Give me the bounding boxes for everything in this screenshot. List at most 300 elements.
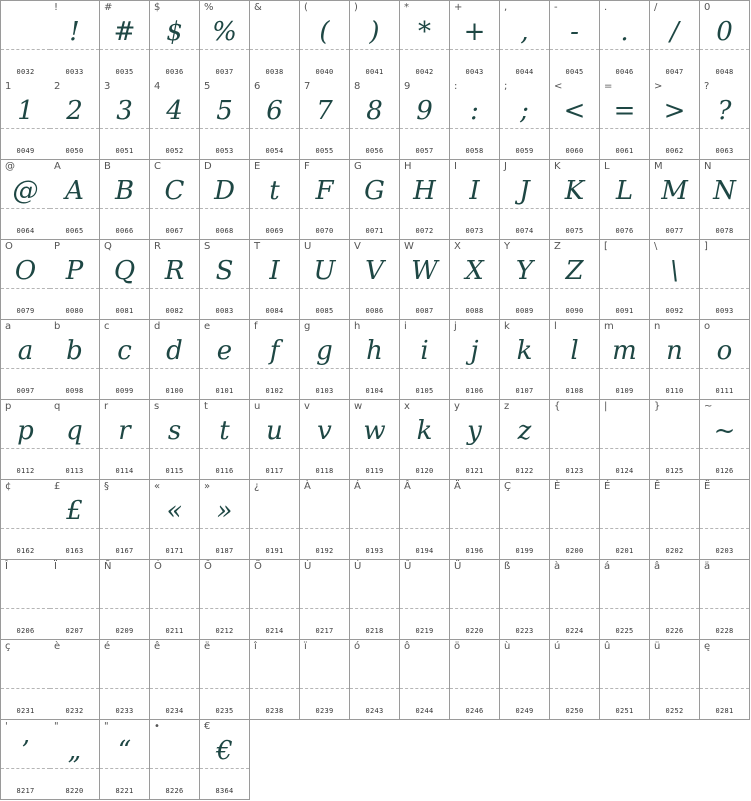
glyph-cell <box>700 80 750 160</box>
glyph-cell <box>600 320 650 400</box>
handwritten-glyph: v <box>317 416 332 446</box>
baseline-guide <box>500 49 549 50</box>
glyph-reference-char: Â <box>404 481 411 492</box>
glyph-cell <box>700 160 750 240</box>
glyph-cell <box>100 320 150 400</box>
glyph-cell <box>0 400 51 480</box>
glyph-cell <box>50 480 100 560</box>
baseline-guide <box>300 528 349 529</box>
glyph-reference-char: % <box>204 2 214 13</box>
handwritten-glyph: h <box>366 336 383 366</box>
glyph-cell <box>50 640 100 720</box>
baseline-guide <box>300 608 349 609</box>
handwritten-glyph: y <box>467 416 482 446</box>
glyph-reference-char: # <box>104 2 113 13</box>
baseline-guide <box>100 128 149 129</box>
glyph-code: 0203 <box>715 547 734 555</box>
glyph-code: 0032 <box>16 68 35 76</box>
baseline-guide <box>50 208 99 209</box>
baseline-guide <box>1 528 50 529</box>
baseline-guide <box>600 448 649 449</box>
glyph-cell <box>300 320 350 400</box>
glyph-cell <box>500 400 550 480</box>
glyph-code: 0239 <box>315 707 334 715</box>
glyph-reference-char: Ê <box>654 481 661 492</box>
glyph-cell <box>300 160 350 240</box>
glyph-reference-char: ï <box>304 641 307 652</box>
glyph-reference-char: X <box>454 241 461 252</box>
glyph-reference-char: & <box>254 2 262 13</box>
handwritten-glyph: A <box>65 176 84 206</box>
glyph-code: 0098 <box>65 387 84 395</box>
glyph-reference-char: • <box>154 721 160 732</box>
glyph-code: 0234 <box>165 707 184 715</box>
glyph-reference-char: . <box>604 2 608 13</box>
glyph-cell <box>100 0 150 81</box>
baseline-guide <box>200 608 249 609</box>
baseline-guide <box>350 608 399 609</box>
baseline-guide <box>1 208 50 209</box>
handwritten-glyph: i <box>420 336 429 366</box>
glyph-cell <box>650 640 700 720</box>
glyph-cell <box>450 160 500 240</box>
glyph-reference-char: < <box>554 81 563 92</box>
glyph-cell <box>50 400 100 480</box>
glyph-code: 8220 <box>65 787 84 795</box>
glyph-reference-char: Û <box>404 561 412 572</box>
handwritten-glyph: C <box>164 176 185 206</box>
glyph-code: 0062 <box>665 147 684 155</box>
baseline-guide <box>50 288 99 289</box>
baseline-guide <box>700 688 749 689</box>
glyph-reference-char: $ <box>154 2 161 13</box>
glyph-cell <box>450 480 500 560</box>
glyph-cell <box>650 560 700 640</box>
baseline-guide <box>1 49 50 50</box>
baseline-guide <box>700 128 749 129</box>
glyph-reference-char: c <box>104 321 110 332</box>
baseline-guide <box>100 688 149 689</box>
baseline-guide <box>650 368 699 369</box>
glyph-code: 0040 <box>315 68 334 76</box>
handwritten-glyph: j <box>470 336 479 366</box>
handwritten-glyph: * <box>418 17 431 47</box>
glyph-cell <box>350 400 400 480</box>
baseline-guide <box>100 448 149 449</box>
glyph-cell <box>600 560 650 640</box>
baseline-guide <box>500 288 549 289</box>
glyph-reference-char: F <box>304 161 310 172</box>
glyph-code: 0046 <box>615 68 634 76</box>
glyph-cell <box>50 720 100 800</box>
glyph-cell <box>50 320 100 400</box>
glyph-cell <box>200 720 250 800</box>
handwritten-glyph: O <box>14 256 37 286</box>
handwritten-glyph: 1 <box>17 96 34 126</box>
glyph-reference-char: Ö <box>254 561 262 572</box>
handwritten-glyph: J <box>519 176 530 206</box>
handwritten-glyph: @ <box>12 176 39 206</box>
glyph-cell <box>400 480 450 560</box>
handwritten-glyph: c <box>117 336 132 366</box>
glyph-cell <box>600 400 650 480</box>
glyph-code: 0057 <box>415 147 434 155</box>
handwritten-glyph: u <box>266 416 283 446</box>
glyph-reference-char: È <box>554 481 561 492</box>
baseline-guide <box>450 448 499 449</box>
glyph-cell <box>450 80 500 160</box>
baseline-guide <box>600 288 649 289</box>
baseline-guide <box>550 608 599 609</box>
handwritten-glyph: , <box>520 17 529 47</box>
glyph-reference-char: « <box>154 481 161 492</box>
glyph-code: 0035 <box>115 68 134 76</box>
handwritten-glyph: Y <box>515 256 534 286</box>
baseline-guide <box>100 608 149 609</box>
baseline-guide <box>100 768 149 769</box>
glyph-cell <box>500 160 550 240</box>
baseline-guide <box>150 368 199 369</box>
glyph-cell <box>150 80 200 160</box>
glyph-cell <box>550 80 600 160</box>
glyph-reference-char: w <box>354 401 363 412</box>
glyph-reference-char: û <box>604 641 611 652</box>
baseline-guide <box>550 448 599 449</box>
baseline-guide <box>150 448 199 449</box>
glyph-cell <box>50 0 100 81</box>
glyph-code: 0218 <box>365 627 384 635</box>
glyph-code: 0084 <box>265 307 284 315</box>
handwritten-glyph: G <box>364 176 385 206</box>
glyph-reference-char: 6 <box>254 81 261 92</box>
glyph-reference-char: I <box>454 161 457 172</box>
glyph-reference-char: r <box>104 401 109 412</box>
baseline-guide <box>600 208 649 209</box>
baseline-guide <box>150 528 199 529</box>
glyph-code: 0106 <box>465 387 484 395</box>
glyph-reference-char: T <box>254 241 261 252</box>
glyph-reference-char: @ <box>5 161 15 172</box>
glyph-reference-char: ô <box>404 641 411 652</box>
handwritten-glyph: » <box>216 496 233 526</box>
baseline-guide <box>150 288 199 289</box>
glyph-cell <box>250 0 300 81</box>
glyph-code: 0075 <box>565 227 584 235</box>
glyph-cell <box>0 0 51 81</box>
glyph-cell <box>500 560 550 640</box>
glyph-code: 0223 <box>515 627 534 635</box>
glyph-reference-char: ; <box>504 81 508 92</box>
glyph-code: 0167 <box>115 547 134 555</box>
glyph-reference-char: î <box>254 641 257 652</box>
glyph-cell <box>100 160 150 240</box>
baseline-guide <box>250 288 299 289</box>
glyph-code: 0037 <box>215 68 234 76</box>
glyph-cell <box>700 0 750 81</box>
glyph-reference-char: { <box>554 401 561 412</box>
glyph-reference-char: q <box>54 401 61 412</box>
glyph-reference-char: p <box>5 401 12 412</box>
glyph-code: 8226 <box>165 787 184 795</box>
glyph-code: 0220 <box>465 627 484 635</box>
handwritten-glyph: ? <box>717 96 732 126</box>
glyph-code: 0118 <box>315 467 334 475</box>
baseline-guide <box>150 208 199 209</box>
glyph-reference-char: * <box>404 2 409 13</box>
glyph-code: 0191 <box>265 547 284 555</box>
glyph-reference-char: V <box>354 241 361 252</box>
glyph-cell <box>150 0 200 81</box>
handwritten-glyph: k <box>516 336 533 366</box>
baseline-guide <box>50 608 99 609</box>
glyph-reference-char: ö <box>454 641 461 652</box>
glyph-code: 0043 <box>465 68 484 76</box>
glyph-reference-char: Ä <box>454 481 461 492</box>
glyph-code: 0079 <box>16 307 35 315</box>
glyph-code: 8364 <box>215 787 234 795</box>
glyph-cell <box>300 80 350 160</box>
glyph-code: 0114 <box>115 467 134 475</box>
glyph-code: 0083 <box>215 307 234 315</box>
glyph-code: 0066 <box>115 227 134 235</box>
glyph-cell <box>0 80 51 160</box>
glyph-code: 0060 <box>565 147 584 155</box>
glyph-cell <box>100 80 150 160</box>
glyph-reference-char: 8 <box>354 81 361 92</box>
baseline-guide <box>500 128 549 129</box>
baseline-guide <box>200 49 249 50</box>
glyph-cell <box>200 0 250 81</box>
handwritten-glyph: V <box>365 256 384 286</box>
handwritten-glyph: « <box>166 496 183 526</box>
glyph-code: 0052 <box>165 147 184 155</box>
baseline-guide <box>450 368 499 369</box>
glyph-cell <box>250 640 300 720</box>
baseline-guide <box>700 49 749 50</box>
glyph-reference-char: Ú <box>354 561 362 572</box>
glyph-reference-char: Q <box>104 241 112 252</box>
glyph-reference-char: z <box>504 401 510 412</box>
baseline-guide <box>50 688 99 689</box>
glyph-code: 0033 <box>65 68 84 76</box>
glyph-reference-char: n <box>654 321 661 332</box>
glyph-cell <box>200 80 250 160</box>
handwritten-glyph: 9 <box>416 96 433 126</box>
glyph-cell <box>200 160 250 240</box>
handwritten-glyph: € <box>216 736 233 766</box>
baseline-guide <box>500 448 549 449</box>
handwritten-glyph: q <box>66 416 83 446</box>
baseline-guide <box>300 288 349 289</box>
handwritten-glyph: Z <box>565 256 584 286</box>
glyph-cell <box>50 240 100 320</box>
baseline-guide <box>400 528 449 529</box>
glyph-reference-char: O <box>5 241 13 252</box>
glyph-code: 0053 <box>215 147 234 155</box>
baseline-guide <box>200 688 249 689</box>
glyph-cell <box>0 320 51 400</box>
handwritten-glyph: p <box>17 416 34 446</box>
baseline-guide <box>100 288 149 289</box>
glyph-reference-char: P <box>54 241 61 252</box>
baseline-guide <box>450 128 499 129</box>
baseline-guide <box>300 448 349 449</box>
glyph-code: 0082 <box>165 307 184 315</box>
handwritten-glyph: r <box>118 416 131 446</box>
glyph-code: 0226 <box>665 627 684 635</box>
glyph-reference-char: ú <box>554 641 561 652</box>
handwritten-glyph: 2 <box>66 96 83 126</box>
baseline-guide <box>600 128 649 129</box>
glyph-cell <box>400 80 450 160</box>
glyph-code: 0231 <box>16 707 35 715</box>
baseline-guide <box>450 208 499 209</box>
handwritten-glyph: Q <box>113 256 136 286</box>
handwritten-glyph: ’ <box>21 736 30 766</box>
glyph-code: 0162 <box>16 547 35 555</box>
handwritten-glyph: D <box>214 176 235 206</box>
glyph-reference-char: Ï <box>54 561 57 572</box>
glyph-reference-char: : <box>454 81 458 92</box>
glyph-reference-char: W <box>404 241 414 252</box>
glyph-code: 8217 <box>16 787 35 795</box>
baseline-guide <box>550 128 599 129</box>
glyph-code: 0111 <box>715 387 734 395</box>
baseline-guide <box>1 768 50 769</box>
glyph-reference-char: e <box>204 321 211 332</box>
glyph-cell <box>600 80 650 160</box>
glyph-cell <box>200 480 250 560</box>
glyph-code: 0085 <box>315 307 334 315</box>
glyph-cell <box>350 640 400 720</box>
glyph-code: 0217 <box>315 627 334 635</box>
glyph-reference-char: ) <box>354 2 358 13</box>
handwritten-glyph: a <box>17 336 34 366</box>
baseline-guide <box>450 288 499 289</box>
glyph-cell <box>350 240 400 320</box>
glyph-reference-char: t <box>204 401 208 412</box>
baseline-guide <box>100 49 149 50</box>
baseline-guide <box>300 368 349 369</box>
handwritten-glyph: w <box>363 416 386 446</box>
baseline-guide <box>600 608 649 609</box>
glyph-cell <box>650 240 700 320</box>
baseline-guide <box>500 528 549 529</box>
glyph-reference-char: á <box>604 561 611 572</box>
glyph-reference-char: À <box>304 481 311 492</box>
glyph-reference-char: + <box>454 2 463 13</box>
baseline-guide <box>700 448 749 449</box>
glyph-code: 0101 <box>215 387 234 395</box>
glyph-code: 0249 <box>515 707 534 715</box>
glyph-reference-char: h <box>354 321 361 332</box>
glyph-code: 0214 <box>265 627 284 635</box>
baseline-guide <box>650 288 699 289</box>
baseline-guide <box>650 608 699 609</box>
glyph-cell <box>500 480 550 560</box>
glyph-cell <box>600 640 650 720</box>
baseline-guide <box>400 608 449 609</box>
glyph-code: 0054 <box>265 147 284 155</box>
glyph-reference-char: Ô <box>204 561 212 572</box>
glyph-reference-char: Ç <box>504 481 511 492</box>
glyph-code: 0080 <box>65 307 84 315</box>
glyph-code: 0233 <box>115 707 134 715</box>
glyph-reference-char: é <box>104 641 111 652</box>
glyph-code: 0113 <box>65 467 84 475</box>
baseline-guide <box>50 368 99 369</box>
glyph-cell <box>150 720 200 800</box>
glyph-reference-char: m <box>604 321 614 332</box>
glyph-reference-char: ' <box>5 721 8 732</box>
glyph-reference-char: Ñ <box>104 561 112 572</box>
glyph-code: 0115 <box>165 467 184 475</box>
glyph-reference-char: y <box>454 401 460 412</box>
glyph-reference-char: Ù <box>304 561 312 572</box>
glyph-reference-char: ~ <box>704 401 713 412</box>
handwritten-glyph: “ <box>117 736 132 766</box>
glyph-cell <box>50 160 100 240</box>
handwritten-glyph: W <box>411 256 438 286</box>
baseline-guide <box>250 608 299 609</box>
glyph-code: 0065 <box>65 227 84 235</box>
glyph-reference-char: / <box>654 2 658 13</box>
glyph-code: 0103 <box>315 387 334 395</box>
glyph-cell <box>250 480 300 560</box>
glyph-cell <box>400 320 450 400</box>
glyph-reference-char: ß <box>504 561 511 572</box>
glyph-code: 0224 <box>565 627 584 635</box>
glyph-reference-char: Ë <box>704 481 711 492</box>
glyph-code: 0102 <box>265 387 284 395</box>
glyph-code: 0058 <box>465 147 484 155</box>
glyph-cell <box>450 640 500 720</box>
glyph-code: 0200 <box>565 547 584 555</box>
glyph-cell <box>200 560 250 640</box>
glyph-reference-char: M <box>654 161 663 172</box>
baseline-guide <box>300 128 349 129</box>
glyph-code: 8221 <box>115 787 134 795</box>
baseline-guide <box>250 368 299 369</box>
glyph-cell <box>300 480 350 560</box>
glyph-reference-char: S <box>204 241 211 252</box>
glyph-cell <box>650 480 700 560</box>
glyph-reference-char: 7 <box>304 81 311 92</box>
baseline-guide <box>550 288 599 289</box>
baseline-guide <box>200 528 249 529</box>
glyph-code: 0099 <box>115 387 134 395</box>
glyph-cell <box>0 480 51 560</box>
handwritten-glyph: = <box>613 96 636 126</box>
glyph-code: 0105 <box>415 387 434 395</box>
glyph-cell <box>500 80 550 160</box>
baseline-guide <box>150 688 199 689</box>
glyph-code: 0196 <box>465 547 484 555</box>
baseline-guide <box>550 49 599 50</box>
glyph-reference-char: 9 <box>404 81 411 92</box>
glyph-code: 0243 <box>365 707 384 715</box>
glyph-code: 0061 <box>615 147 634 155</box>
glyph-cell <box>350 80 400 160</box>
glyph-reference-char: ä <box>704 561 711 572</box>
handwritten-glyph: # <box>113 17 136 47</box>
baseline-guide <box>1 128 50 129</box>
glyph-cell <box>500 240 550 320</box>
glyph-cell <box>350 0 400 81</box>
handwritten-glyph: o <box>716 336 733 366</box>
handwritten-glyph: m <box>612 336 637 366</box>
handwritten-glyph: L <box>615 176 634 206</box>
